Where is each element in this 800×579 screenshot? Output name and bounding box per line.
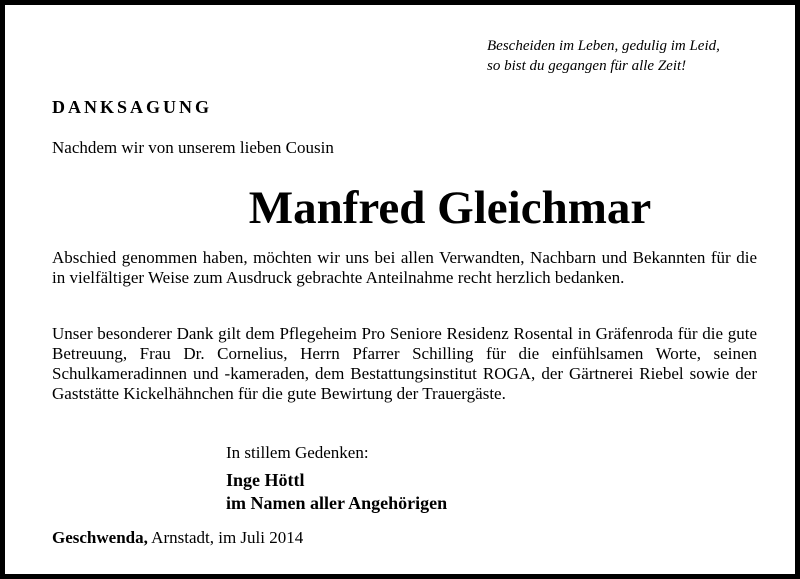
signer-block: [226, 469, 447, 515]
motto-line-2: so bist du gegangen für alle Zeit!: [487, 58, 687, 74]
intro-line: Nachdem wir von unserem lieben Cousin: [52, 138, 334, 157]
heading: DANKSAGUNG: [52, 97, 213, 117]
motto-verse: [487, 36, 720, 76]
motto-line-1: Bescheiden im Leben, gedulig im Leid,: [487, 38, 720, 54]
deceased-name: Manfred Gleichmar: [248, 182, 652, 234]
signer-note: im Namen aller Angehörigen: [226, 493, 448, 513]
place-date: [52, 528, 303, 548]
signoff-intro: In stillem Gedenken:: [226, 443, 369, 462]
special-thanks-paragraph: Unser besonderer Dank gilt dem Pflegeheim Pro Seniore Residenz Rosental in Gräfenroda für die gute Betreuung, Frau Dr. Cornelius, Herrn Pfarrer Schilling für die einfühlsamen Worte, seinen Schulkameradinnen und -kameraden, dem Bestattungsinstitut ROGA, der Gärtnerei Riebel sowie der Gaststätte Kickelhähnchen für die gute Bewirtung der Trauergäste.: [52, 324, 757, 403]
thanks-paragraph: Abschied genommen haben, möchten wir uns bei allen Verwandten, Nachbarn und Bekannten für die in vielfältiger Weise zum Ausdruck gebrachte Anteilnahme recht herzlich bedanken.: [52, 248, 757, 287]
place-date-text: Arnstadt, im Juli 2014: [147, 528, 304, 547]
signer-name: Inge Höttl: [226, 470, 305, 490]
place-town: Geschwenda,: [52, 528, 148, 547]
